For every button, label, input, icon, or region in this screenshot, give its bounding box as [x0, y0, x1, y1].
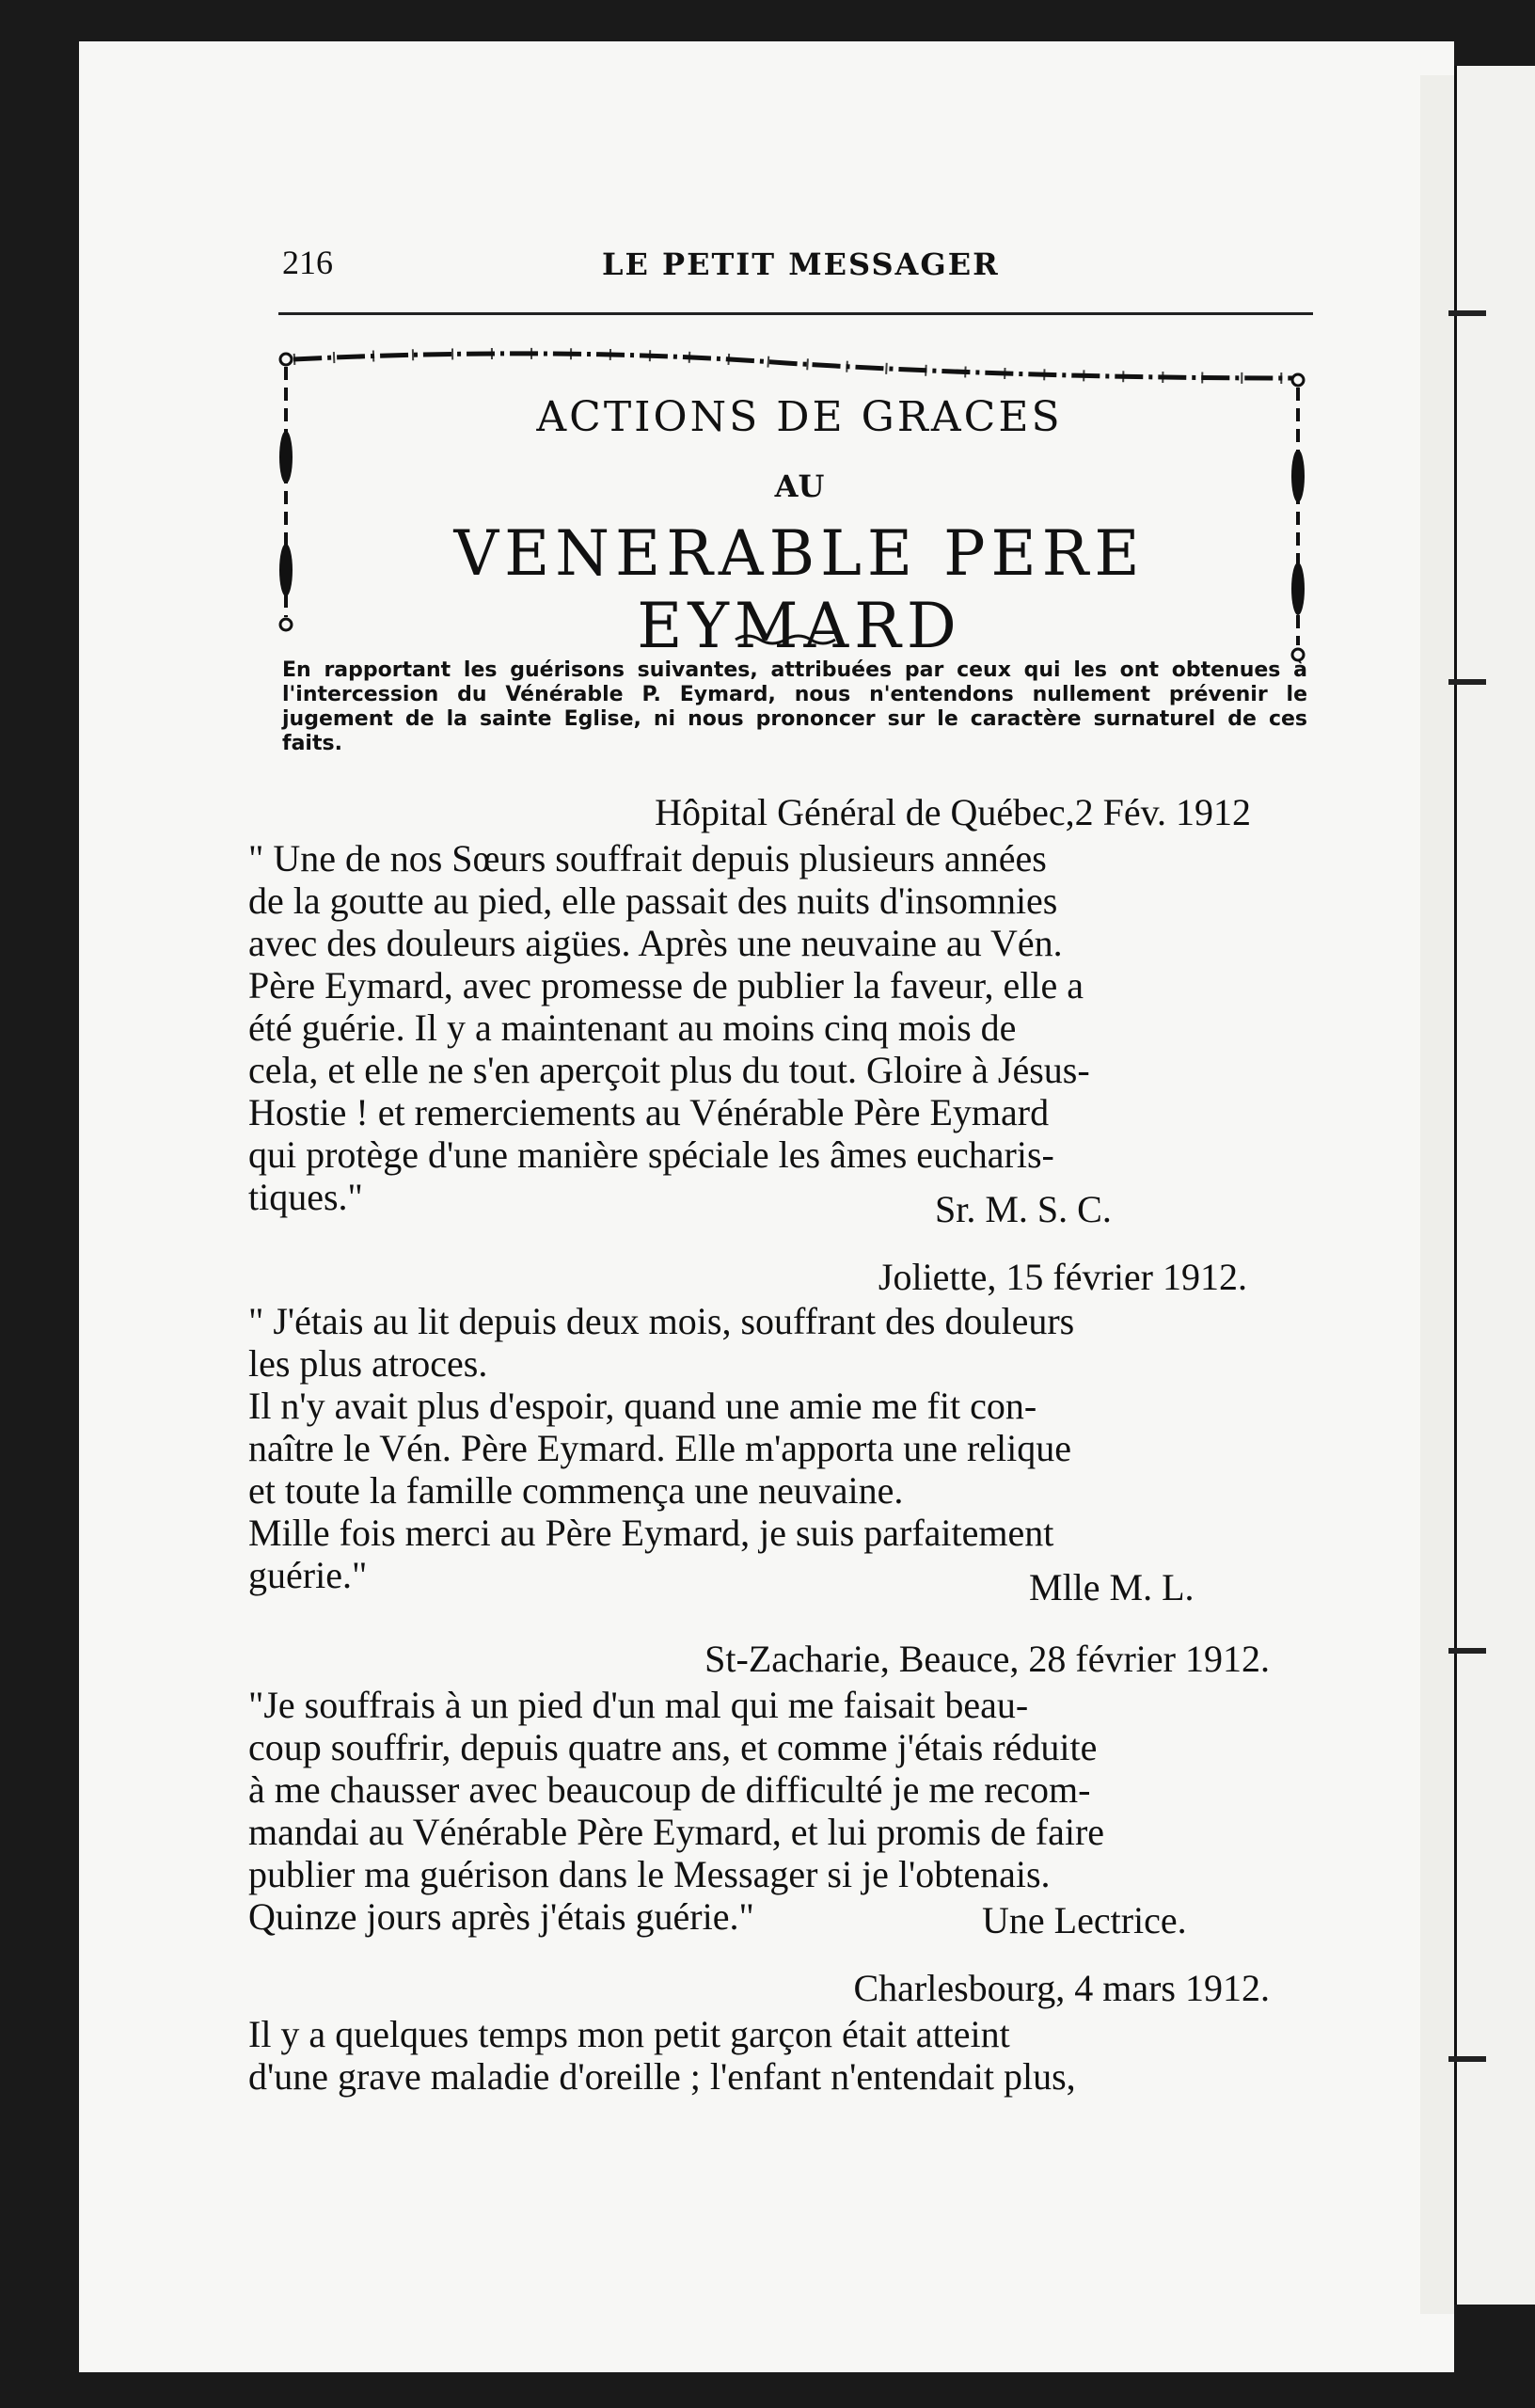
entry-signature: Une Lectrice.: [982, 1899, 1187, 1941]
disclaimer-paragraph: En rapportant les guérisons suivantes, attribuées par ceux qui les ont obtenues à l'intercession du Vénérable P. Eymard, nous n'entendons nullement prévenir le jugement de la sainte Eglise, ni nous prononcer sur le caractère surnaturel de ces faits.: [282, 658, 1307, 755]
entry-text: " J'étais au lit depuis deux mois, souffrant des douleurs les plus atroces. Il n'y avait plus d'espoir, quand une amie me fit con- naître le Vén. Père Eymard. Elle m'apporta une relique et toute la famille commença une neuvaine. Mille fois merci au Père Eymard, je suis parfaitement guérie.": [248, 1300, 1075, 1596]
binding-mark: [1448, 2056, 1486, 2062]
page-gutter: [1420, 75, 1454, 2314]
entry-place-date: Joliette, 15 février 1912.: [878, 1256, 1247, 1298]
title-preposition: AU: [774, 468, 825, 504]
entry-place-date: Hôpital Général de Québec,2 Fév. 1912: [655, 791, 1251, 833]
entry-text: "Je souffrais à un pied d'un mal qui me faisait beau- coup souffrir, depuis quatre ans, et comme j'étais réduite à me chausser avec beaucoup de difficulté je me recom- mandai au Vénérable Père Eymard, et lui promis de faire publier ma guérison dans le Messager si je l'obtenais. Quinze jours après j'étais guérie.": [248, 1684, 1105, 1938]
binding-mark: [1448, 679, 1486, 685]
entry-place-date: Charlesbourg, 4 mars 1912.: [853, 1967, 1270, 2009]
ornamental-name: VENERABLE PERE EYMARD: [453, 517, 1146, 662]
entry-place-date: St-Zacharie, Beauce, 28 février 1912.: [704, 1638, 1270, 1680]
entry-signature: Sr. M. S. C.: [935, 1188, 1112, 1230]
ornamental-title: ACTIONS DE GRACES: [536, 393, 1063, 441]
next-page-edge: [1454, 66, 1535, 2305]
entry-text: " Une de nos Sœurs souffrait depuis plusieurs années de la goutte au pied, elle passait des nuits d'insomnies avec des douleurs aigües. Après une neuvaine au Vén. Père Eymard, avec promesse de publier la faveur, elle a été guérie. Il y a maintenant au moins cinq mois de cela, et elle ne s'en aperçoit plus du tout. Gloire à Jésus- Hostie ! et remerciements au Vénérable Père Eymard qui protège d'une manière spéciale les âmes eucharis- tiques.": [248, 837, 1090, 1218]
entry-signature: Mlle M. L.: [1029, 1566, 1195, 1608]
page-number: 216: [282, 244, 333, 281]
running-head: [282, 243, 1317, 290]
header-rule: [278, 312, 1313, 315]
binding-mark: [1448, 1648, 1486, 1654]
binding-mark: [1448, 310, 1486, 316]
entry-text: Il y a quelques temps mon petit garçon était atteint d'une grave maladie d'oreille ; l'enfant n'entendait plus,: [248, 2013, 1076, 2098]
title-swash-ornament: [734, 630, 837, 654]
running-title: LE PETIT MESSAGER: [602, 246, 1000, 282]
